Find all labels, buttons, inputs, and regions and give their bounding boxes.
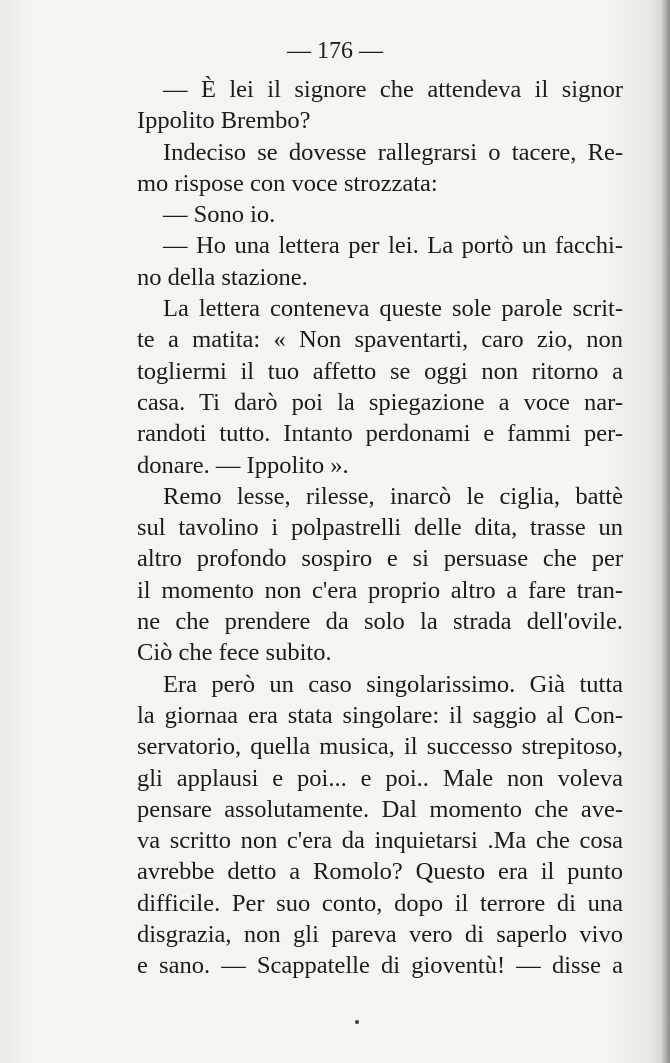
text-line: Era però un caso singolarissimo. Già tutta — [163, 670, 623, 698]
text-line: — Ho una lettera per lei. La portò un facchi- — [163, 232, 623, 260]
text-line: il momento non c'era proprio altro a fare tran- — [137, 576, 623, 604]
text-line: e sano. — Scappatelle di gioventù! — disse a — [137, 952, 623, 980]
text-line: te a matita: « Non spaventarti, caro zio, non — [137, 326, 623, 354]
text-line: la giornaa era stata singolare: il saggio al Con- — [137, 701, 623, 729]
page-number: — 176 — — [287, 38, 383, 64]
text-line: casa. Ti darò poi la spiegazione a voce nar- — [137, 388, 623, 416]
text-line: Ciò che fece subito. — [137, 639, 332, 667]
text-line: randoti tutto. Intanto perdonami e fammi per- — [137, 420, 623, 448]
text-line: Ippolito Brembo? — [137, 107, 311, 135]
text-line: altro profondo sospiro e si persuase che per — [137, 545, 623, 573]
text-line: pensare assolutamente. Dal momento che ave- — [137, 795, 623, 823]
text-line: servatorio, quella musica, il successo strepitoso, — [137, 733, 623, 761]
text-line: togliermi il tuo affetto se oggi non ritorno a — [137, 357, 623, 385]
text-line: disgrazia, non gli pareva vero di saperlo vivo — [137, 921, 623, 949]
body-text — [137, 74, 623, 982]
page-edge-shadow — [662, 0, 670, 1063]
text-line: gli applausi e poi... e poi.. Male non voleva — [137, 764, 623, 792]
text-line: sul tavolino i polpastrelli delle dita, trasse un — [137, 514, 623, 542]
text-line: va scritto non c'era da inquietarsi .Ma che cosa — [137, 827, 623, 855]
text-line: Indeciso se dovesse rallegrarsi o tacere, Re- — [163, 138, 623, 166]
text-line: ne che prendere da solo la strada dell'ovile. — [137, 608, 623, 636]
text-line: mo rispose con voce strozzata: — [137, 169, 438, 197]
text-line: avrebbe detto a Romolo? Questo era il punto — [137, 858, 623, 886]
text-line: Remo lesse, rilesse, inarcò le ciglia, battè — [163, 482, 623, 510]
text-line: La lettera conteneva queste sole parole scrit- — [163, 295, 623, 323]
text-line: — È lei il signore che attendeva il signor — [163, 76, 623, 103]
text-line: donare. — Ippolito ». — [137, 451, 349, 479]
text-line: — Sono io. — [163, 201, 276, 229]
text-line: difficile. Per suo conto, dopo il terrore di una — [137, 889, 623, 917]
text-line: no della stazione. — [137, 263, 308, 291]
print-speck — [355, 1020, 359, 1024]
